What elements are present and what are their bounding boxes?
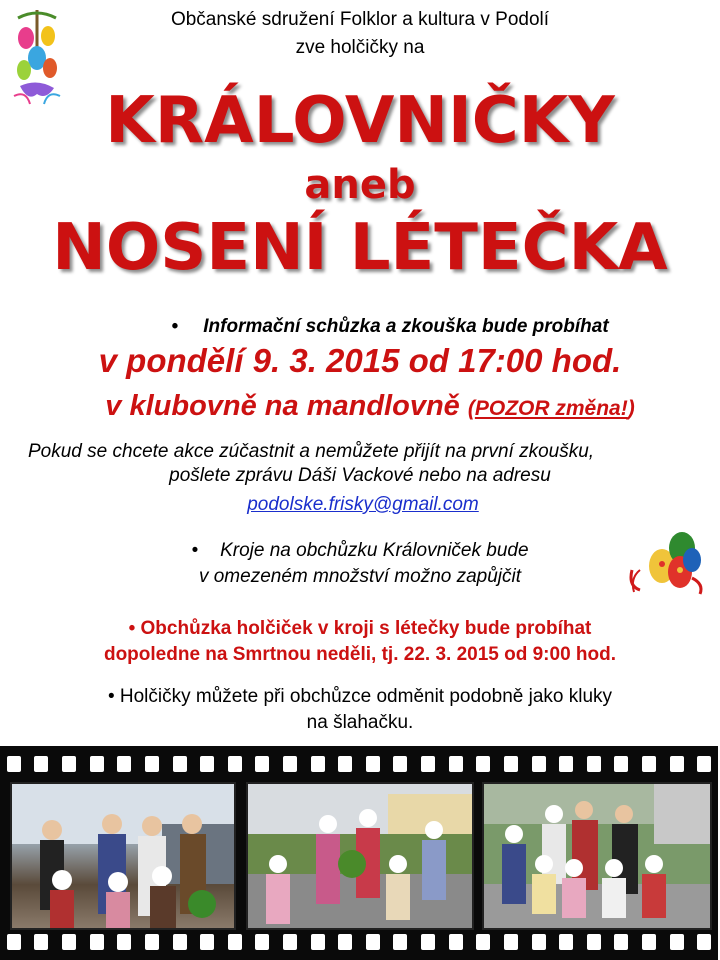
walk-line-1: • Obchůzka holčiček v kroji s létečky bude probíhat xyxy=(128,618,592,639)
header-block xyxy=(60,6,660,62)
costumes-block xyxy=(120,538,600,590)
film-sprocket-hole xyxy=(670,756,684,772)
film-sprocket-hole xyxy=(366,934,380,950)
film-sprocket-hole xyxy=(173,756,187,772)
film-strip xyxy=(0,746,718,960)
film-sprocket-hole xyxy=(117,934,131,950)
film-sprocket-hole xyxy=(587,934,601,950)
title-aneb: aneb xyxy=(304,162,416,208)
film-sprocket-hole xyxy=(62,934,76,950)
photo-girls-with-leteckos-3 xyxy=(482,782,712,930)
film-sprocket-hole xyxy=(476,934,490,950)
bullet: • xyxy=(171,316,178,337)
film-sprocket-hole xyxy=(255,756,269,772)
photo-girls-with-leteckos-2 xyxy=(246,782,474,930)
film-sprocket-hole xyxy=(145,934,159,950)
film-sprocket-hole xyxy=(476,756,490,772)
film-sprocket-hole xyxy=(421,756,435,772)
invite-text: zve holčičky na xyxy=(295,37,425,58)
film-sprocket-hole xyxy=(200,934,214,950)
film-sprocket-hole xyxy=(366,756,380,772)
film-sprocket-hole xyxy=(34,934,48,950)
film-sprocket-hole xyxy=(338,934,352,950)
easter-eggs-icon xyxy=(626,530,708,596)
film-sprocket-hole xyxy=(532,934,546,950)
film-sprocket-hole xyxy=(532,756,546,772)
costumes-line-2: v omezeném množství možno zapůjčit xyxy=(198,566,522,587)
meeting-intro-text: Informační schůzka a zkouška bude probíhat xyxy=(203,316,609,337)
film-sprocket-hole xyxy=(393,756,407,772)
film-sprocket-hole xyxy=(311,934,325,950)
change-note-word: POZOR změna! xyxy=(474,397,628,420)
film-sprocket-hole xyxy=(504,934,518,950)
film-sprocket-hole xyxy=(697,756,711,772)
film-sprocket-hole xyxy=(90,756,104,772)
meeting-place-text: v klubovně na mandlovně xyxy=(105,390,460,422)
email-link[interactable]: podolske.frisky@gmail.com xyxy=(247,494,479,515)
title-noseni-letecka: NOSENÍ LÉTEČKA xyxy=(52,211,668,285)
film-sprocket-hole xyxy=(117,756,131,772)
meeting-place xyxy=(20,384,720,431)
reward-block xyxy=(10,684,710,736)
reward-line-1: • Holčičky můžete při obchůzce odměnit podobně jako kluky xyxy=(107,686,613,707)
contact-line-2: pošlete zprávu Dáši Vackové nebo na adresu xyxy=(169,465,551,486)
film-sprocket-hole xyxy=(62,756,76,772)
walk-line-2: dopoledne na Smrtnou neděli, tj. 22. 3. 2015 od 9:00 hod. xyxy=(103,644,617,665)
costumes-line-1: Kroje na obchůzku Královniček bude xyxy=(220,540,529,561)
meeting-date: v pondělí 9. 3. 2015 od 17:00 hod. xyxy=(98,342,622,379)
film-sprocket-hole xyxy=(614,756,628,772)
film-sprocket-hole xyxy=(90,934,104,950)
film-sprocket-hole xyxy=(338,756,352,772)
film-sprocket-hole xyxy=(7,934,21,950)
film-sprocket-hole xyxy=(7,756,21,772)
photo-girls-with-leteckos-1 xyxy=(10,782,236,930)
film-sprocket-hole xyxy=(283,756,297,772)
film-sprocket-hole xyxy=(614,934,628,950)
film-sprocket-hole xyxy=(145,756,159,772)
reward-line-2: na šlahačku. xyxy=(306,712,414,733)
film-sprocket-hole xyxy=(449,934,463,950)
film-sprocket-hole xyxy=(283,934,297,950)
walk-block xyxy=(10,616,710,668)
film-sprocket-hole xyxy=(228,756,242,772)
film-sprocket-hole xyxy=(449,756,463,772)
film-sprocket-hole xyxy=(504,756,518,772)
film-sprocket-hole xyxy=(559,934,573,950)
film-sprocket-hole xyxy=(311,756,325,772)
film-sprocket-hole xyxy=(587,756,601,772)
organizer-text: Občanské sdružení Folklor a kultura v Podolí xyxy=(170,9,550,30)
bullet: • xyxy=(191,540,199,561)
change-note: (POZOR změna!) xyxy=(467,397,635,420)
film-sprocket-hole xyxy=(393,934,407,950)
title-kralovnicky: KRÁLOVNIČKY xyxy=(105,84,615,158)
film-sprocket-hole xyxy=(34,756,48,772)
film-sprocket-hole xyxy=(173,934,187,950)
film-sprocket-hole xyxy=(200,756,214,772)
meeting-intro xyxy=(90,316,690,338)
film-sprocket-hole xyxy=(642,756,656,772)
film-sprocket-hole xyxy=(255,934,269,950)
film-sprocket-hole xyxy=(421,934,435,950)
film-sprocket-hole xyxy=(228,934,242,950)
film-sprocket-hole xyxy=(670,934,684,950)
film-sprocket-hole xyxy=(697,934,711,950)
film-sprocket-hole xyxy=(642,934,656,950)
film-sprocket-hole xyxy=(559,756,573,772)
contact-line-1: Pokud se chcete akce zúčastnit a nemůžete přijít na první zkoušku, xyxy=(28,441,595,462)
